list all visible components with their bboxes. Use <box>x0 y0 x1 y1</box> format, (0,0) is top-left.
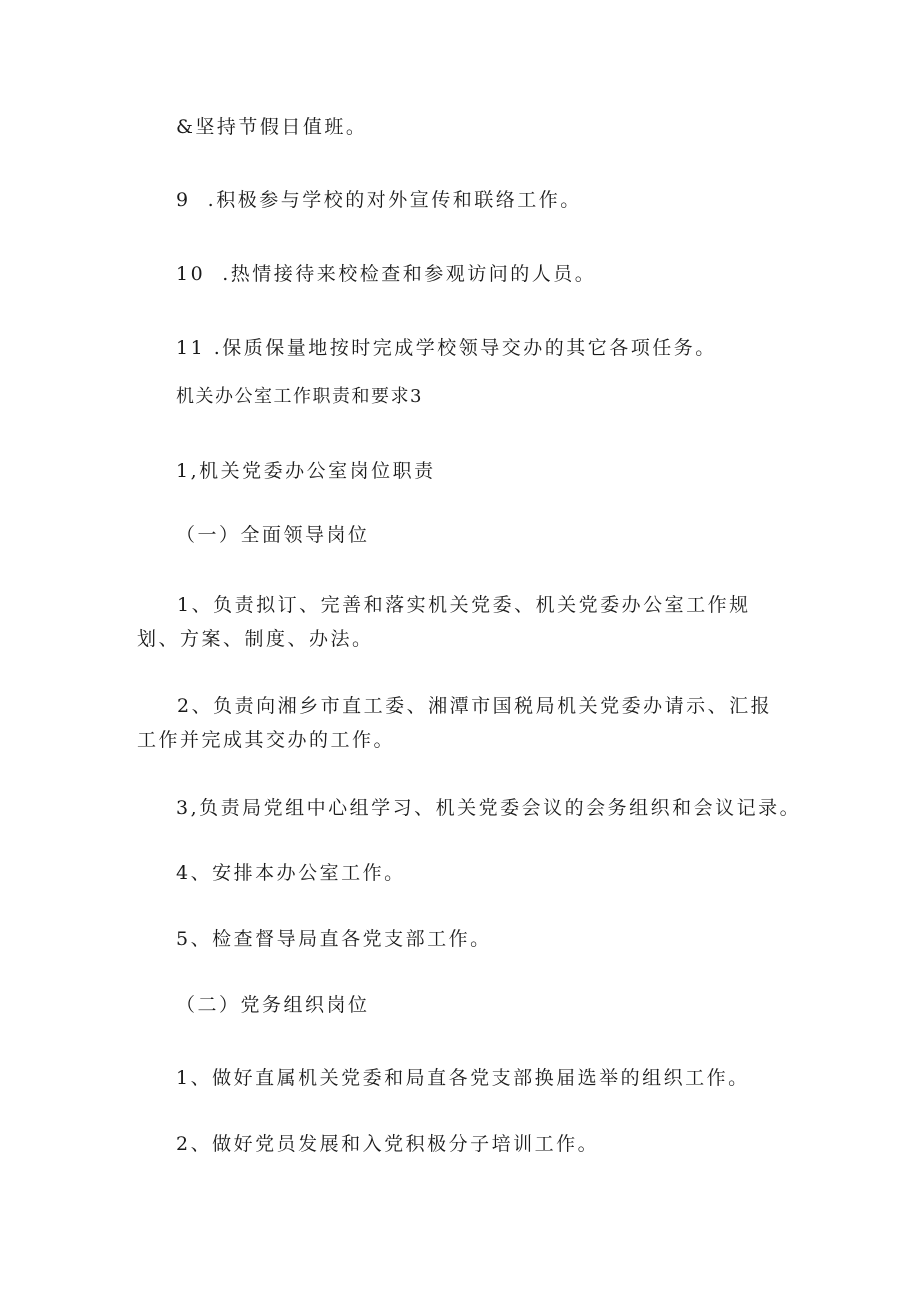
text-line-affairs-1: 1、做好直属机关党委和局直各党支部换届选举的组织工作。 <box>176 1067 750 1089</box>
category-heading-leadership: （一）全面领导岗位 <box>176 524 370 546</box>
text-line-holiday-duty: &坚持节假日值班。 <box>176 116 368 138</box>
section-heading: 机关办公室工作职责和要求3 <box>176 386 423 407</box>
text-line-duty-3: 3,负责局党组中心组学习、机关党委会议的会务组织和会议记录。 <box>176 797 802 819</box>
category-heading-party-affairs: （二）党务组织岗位 <box>176 994 370 1016</box>
text-line-item-11: 11 .保质保量地按时完成学校领导交办的其它各项任务。 <box>176 337 717 359</box>
paragraph-duty-1: 1、负责拟订、完善和落实机关党委、机关党委办公室工作规划、方案、制度、办法。 <box>137 594 751 650</box>
text-line-item-9: 9 .积极参与学校的对外宣传和联络工作。 <box>176 189 582 211</box>
paragraph-duty-2: 2、负责向湘乡市直工委、湘潭市国税局机关党委办请示、汇报工作并完成其交办的工作。 <box>137 695 773 751</box>
text-line-duty-4: 4、安排本办公室工作。 <box>176 862 406 884</box>
text-line-affairs-2: 2、做好党员发展和入党积极分子培训工作。 <box>176 1133 600 1155</box>
text-line-item-10: 10 .热情接待来校检查和参观访问的人员。 <box>176 263 597 285</box>
text-line-duty-5: 5、检查督导局直各党支部工作。 <box>176 928 492 950</box>
subsection-heading: 1,机关党委办公室岗位职责 <box>176 460 436 482</box>
